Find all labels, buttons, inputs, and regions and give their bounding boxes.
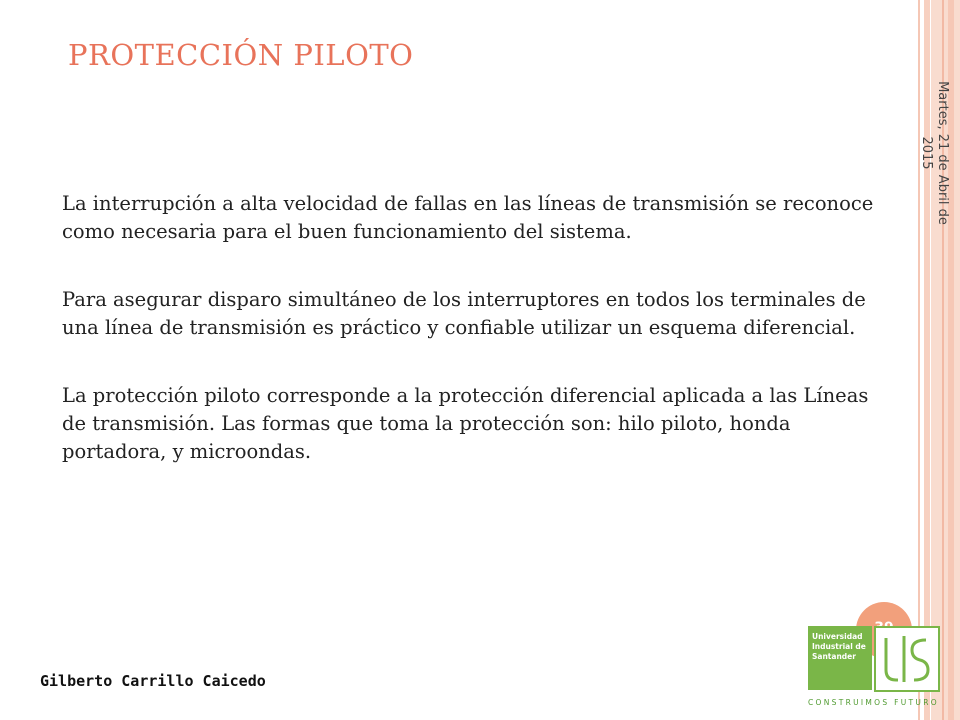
body-paragraph: Para asegurar disparo simultáneo de los interruptores en todos los terminales de una línea de transmisión es práctico y confiable utilizar un esquema diferencial. — [62, 288, 866, 339]
slide-body — [62, 190, 892, 506]
university-logo — [808, 626, 872, 690]
slide-date: Martes, 21 de Abril de 2015 — [919, 81, 950, 225]
author-name: Gilberto Carrillo Caicedo — [40, 672, 266, 690]
body-paragraph: La interrupción a alta velocidad de fallas en las líneas de transmisión se reconoce como necesaria para el buen funcionamiento del sistema. — [62, 192, 874, 243]
body-paragraph: La protección piloto corresponde a la protección diferencial aplicada a las Líneas de transmisión. Las formas que toma la protección son: hilo piloto, honda portadora, y microondas. — [62, 384, 869, 463]
uis-logo-icon — [874, 626, 940, 692]
slide-title: PROTECCIÓN PILOTO — [68, 38, 414, 72]
logo-text: Universidad Industrial de Santander — [812, 632, 866, 661]
logo-tagline: CONSTRUIMOS FUTURO — [808, 698, 939, 707]
